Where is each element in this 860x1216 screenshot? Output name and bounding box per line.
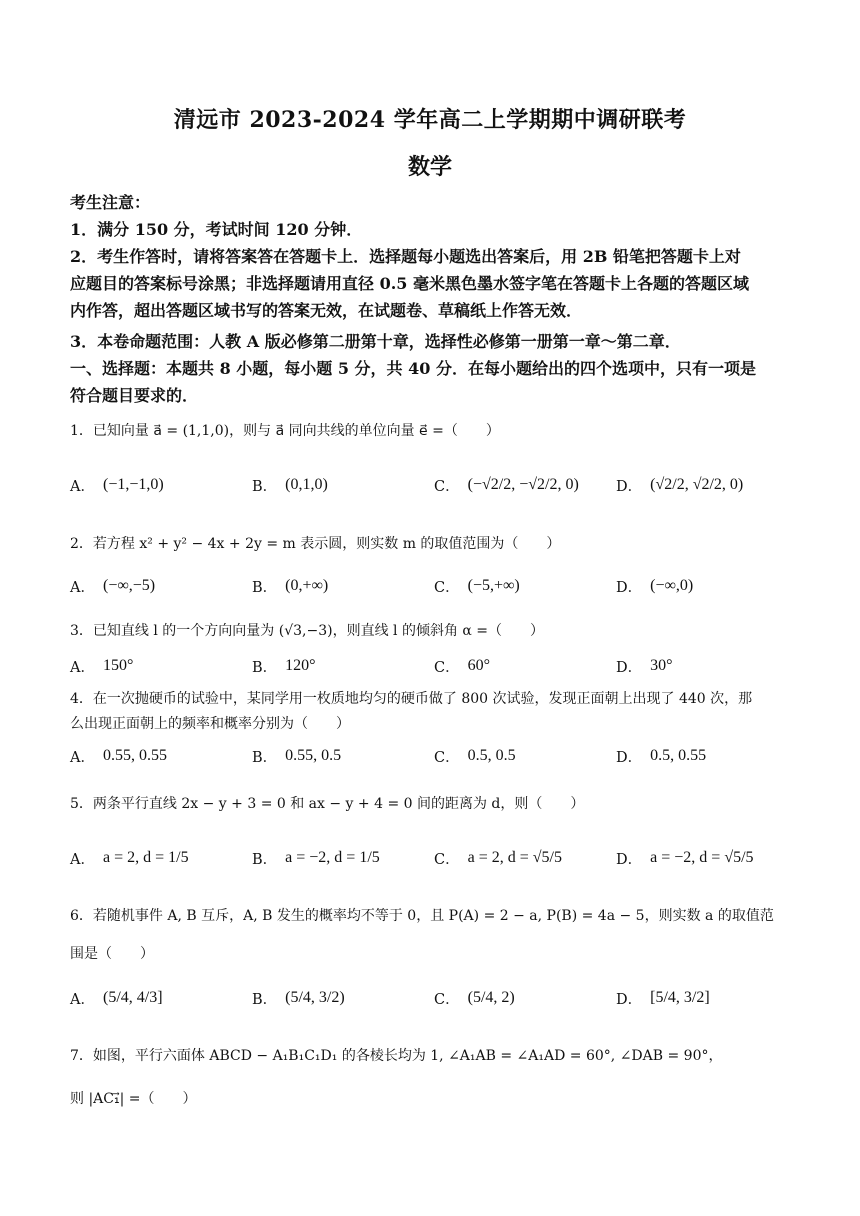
question-7-stem-line-1: 7．如图，平行六面体 ABCD − A₁B₁C₁D₁ 的各棱长均为 1, ∠A₁AB = ∠A₁AD = 60°, ∠DAB = 90°， (70, 1048, 723, 1064)
option-value: 30° (650, 657, 673, 674)
option-label: C． (434, 478, 460, 495)
option-value: (5/4, 3/2) (285, 989, 345, 1006)
option-label: C． (434, 851, 460, 868)
question-6-stem-line-2: 围是（ ） (70, 946, 154, 962)
notice-item-2-line-1: 2．考生作答时，请将答案答在答题卡上．选择题每小题选出答案后，用 2B 铅笔把答题卡上对 (70, 247, 741, 266)
option-value: (0,1,0) (285, 476, 328, 493)
option-label: B． (252, 851, 278, 868)
subject-title: 数学 (407, 154, 452, 180)
option-label: C． (434, 659, 460, 676)
question-4-option-b[interactable] (252, 740, 341, 772)
option-value: (√2/2, √2/2, 0) (650, 476, 744, 493)
option-label: B． (252, 659, 278, 676)
option-label: A． (70, 991, 95, 1008)
question-6-option-d[interactable] (616, 978, 710, 1018)
option-label: B． (252, 749, 278, 766)
question-2-option-c[interactable] (434, 566, 520, 606)
question-3-option-b[interactable] (252, 650, 316, 682)
option-label: A． (70, 659, 95, 676)
question-6-option-b[interactable] (252, 978, 345, 1018)
question-3-option-d[interactable] (616, 650, 673, 682)
question-5-options (70, 838, 800, 878)
option-value: (5/4, 2) (467, 989, 515, 1006)
option-value: (−∞,0) (650, 577, 694, 594)
option-label: D． (616, 478, 643, 495)
option-value: a = 2, d = 1/5 (102, 849, 189, 866)
question-2-option-b[interactable] (252, 566, 328, 606)
option-label: D． (616, 749, 643, 766)
question-4-stem-line-1: 4．在一次抛硬币的试验中，某同学用一枚质地均匀的硬币做了 800 次试验，发现正面朝上出现了 440 次，那 (70, 691, 753, 707)
question-4-option-a[interactable] (70, 740, 167, 772)
option-value: a = 2, d = √5/5 (467, 849, 562, 866)
question-3-option-a[interactable] (70, 650, 133, 682)
option-value: 150° (102, 657, 134, 674)
option-label: C． (434, 991, 460, 1008)
question-3-option-c[interactable] (434, 650, 490, 682)
question-6-options (70, 978, 800, 1018)
question-4-options (70, 740, 800, 772)
option-value: (0,+∞) (285, 577, 329, 594)
notice-item-2-line-2: 应题目的答案标号涂黑；非选择题请用直径 0.5 毫米黑色墨水签字笔在答题卡上各题的答题区域 (70, 274, 749, 293)
question-2-option-d[interactable] (616, 566, 693, 606)
question-4-option-c[interactable] (434, 740, 516, 772)
question-5-option-b[interactable] (252, 838, 380, 878)
question-4-option-d[interactable] (616, 740, 706, 772)
question-6-option-a[interactable] (70, 978, 163, 1018)
notice-item-1: 1．满分 150 分，考试时间 120 分钟． (70, 220, 363, 239)
option-value: (−√2/2, −√2/2, 0) (467, 476, 579, 493)
option-label: C． (434, 749, 460, 766)
question-1-options (70, 465, 800, 505)
section-heading-line-2: 符合题目要求的． (70, 386, 199, 405)
question-1-stem: 1．已知向量 a⃗ = (1,1,0)，则与 a⃗ 同向共线的单位向量 e⃗ =（ ） (70, 423, 500, 439)
option-label: D． (616, 659, 643, 676)
question-1-option-b[interactable] (252, 465, 328, 505)
question-3-stem: 3．已知直线 l 的一个方向向量为 (√3,−3)，则直线 l 的倾斜角 α =（ ） (70, 623, 545, 639)
question-5-option-c[interactable] (434, 838, 562, 878)
notice-item-2-line-3: 内作答，超出答题区域书写的答案无效，在试题卷、草稿纸上作答无效． (70, 301, 583, 320)
notice-item-3: 3．本卷命题范围：人教 A 版必修第二册第十章，选择性必修第一册第一章～第二章． (70, 332, 681, 351)
option-value: 120° (285, 657, 316, 674)
question-5-option-a[interactable] (70, 838, 189, 878)
question-7-stem-line-2: 则 |AC₁⃗| =（ ） (70, 1091, 197, 1107)
option-label: B． (252, 478, 278, 495)
option-label: A． (70, 478, 95, 495)
exam-title: 清远市 2023-2024 学年高二上学期期中调研联考 (173, 107, 687, 133)
question-4-stem-line-2: 么出现正面朝上的频率和概率分别为（ ） (70, 716, 350, 732)
option-label: D． (616, 991, 643, 1008)
section-heading-line-1: 一、选择题：本题共 8 小题，每小题 5 分，共 40 分．在每小题给出的四个选项中，只有一项是 (70, 359, 756, 378)
option-label: B． (252, 579, 278, 596)
option-value: (−5,+∞) (467, 577, 520, 594)
option-value: [5/4, 3/2] (650, 989, 710, 1006)
question-1-option-a[interactable] (70, 465, 164, 505)
option-value: 0.55, 0.5 (285, 747, 342, 764)
option-value: (−∞,−5) (102, 577, 156, 594)
question-2-options (70, 566, 800, 606)
option-value: (−1,−1,0) (102, 476, 164, 493)
option-label: B． (252, 991, 278, 1008)
question-1-option-c[interactable] (434, 465, 579, 505)
question-2-option-a[interactable] (70, 566, 155, 606)
question-6-stem-line-1: 6．若随机事件 A, B 互斥，A, B 发生的概率均不等于 0，且 P(A) = 2 − a, P(B) = 4a − 5，则实数 a 的取值范 (70, 908, 774, 924)
question-5-option-d[interactable] (616, 838, 754, 878)
option-value: a = −2, d = 1/5 (285, 849, 380, 866)
question-5-stem: 5．两条平行直线 2x − y + 3 = 0 和 ax − y + 4 = 0 间的距离为 d，则（ ） (70, 796, 585, 812)
question-1-option-d[interactable] (616, 465, 743, 505)
option-label: D． (616, 851, 643, 868)
option-value: a = −2, d = √5/5 (650, 849, 754, 866)
option-label: D． (616, 579, 643, 596)
option-label: A． (70, 851, 95, 868)
question-3-options (70, 650, 800, 682)
option-value: 60° (467, 657, 491, 674)
option-value: 0.5, 0.55 (650, 747, 707, 764)
option-value: (5/4, 4/3] (102, 989, 163, 1006)
option-label: A． (70, 749, 95, 766)
option-label: C． (434, 579, 460, 596)
question-6-option-c[interactable] (434, 978, 515, 1018)
notice-heading: 考生注意： (70, 193, 151, 212)
question-2-stem: 2．若方程 x² + y² − 4x + 2y = m 表示圆，则实数 m 的取值范围为（ ） (70, 536, 561, 552)
option-value: 0.5, 0.5 (467, 747, 516, 764)
option-label: A． (70, 579, 95, 596)
option-value: 0.55, 0.55 (102, 747, 167, 764)
